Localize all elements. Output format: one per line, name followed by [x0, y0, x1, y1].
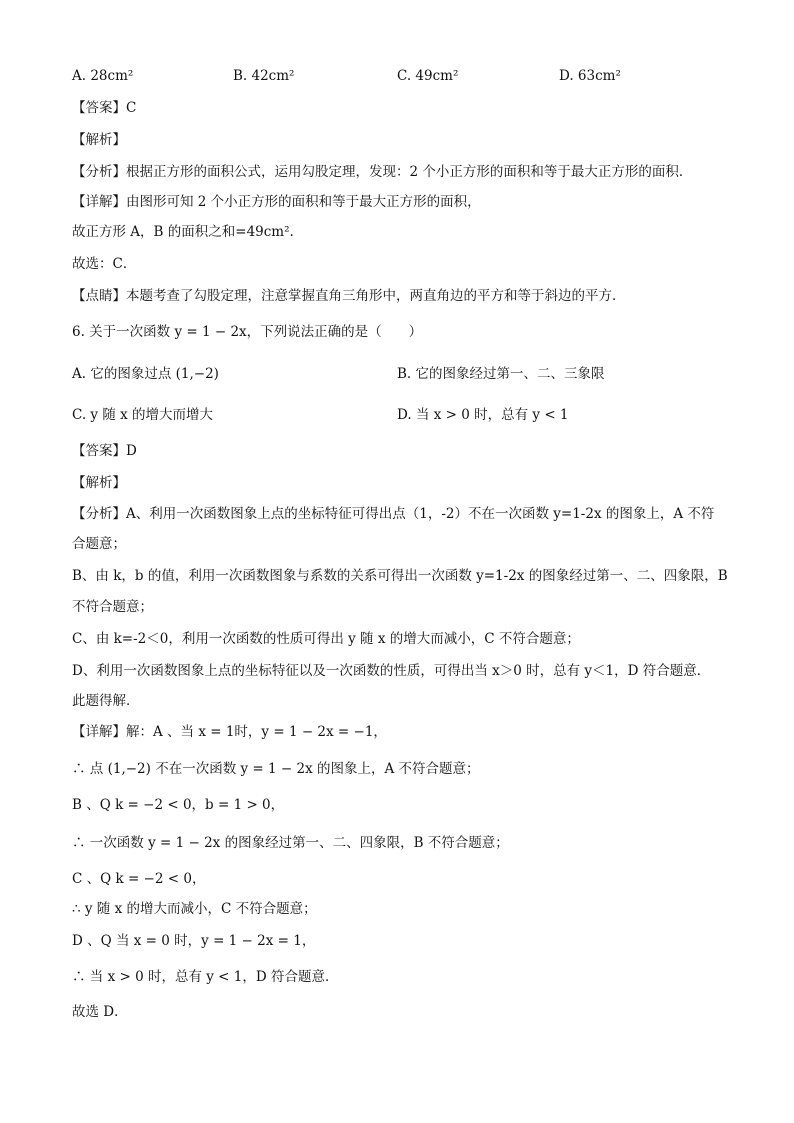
q5-analysis-heading: 【解析】 [72, 132, 126, 148]
q6-answer: 【答案】D [72, 443, 137, 459]
q6-conclusion: 故选 D． [72, 1004, 128, 1020]
q6-analysis-line-3: B、由 k，b 的值，利用一次函数图象与系数的关系可得出一次函数 y=1-2x 的图象经过第一、二、四象限，B [72, 568, 728, 584]
q6-analysis-line-6: D、利用一次函数图象上点的坐标特征以及一次函数的性质，可得出当 x＞0 时，总有 y＜1，D 符合题意． [72, 663, 711, 679]
q6-analysis-line-7: 此题得解． [72, 693, 140, 709]
q6-option-c: C. y 随 x 的增大而增大 [72, 407, 214, 423]
q5-option-d: D. 63cm² [559, 68, 621, 84]
q6-analysis-line-4: 不符合题意； [72, 599, 153, 615]
q6-detail-line-6: ∴ y 随 x 的增大而减小，C 不符合题意； [72, 901, 317, 917]
q6-analysis-line-5: C、由 k=-2＜0，利用一次函数的性质可得出 y 随 x 的增大而减小，C 不符合题意； [72, 631, 580, 647]
q6-detail-line-8: ∴ 当 x > 0 时，总有 y < 1，D 符合题意． [72, 969, 339, 985]
q5-detail-text: 【详解】由图形可知 2 个小正方形的面积和等于最大正方形的面积， [72, 194, 481, 210]
q5-option-b: B. 42cm² [233, 68, 295, 84]
q5-option-c: C. 49cm² [397, 68, 459, 84]
q6-analysis-line-2: 合题意； [72, 536, 126, 552]
q6-option-d: D. 当 x > 0 时，总有 y < 1 [397, 407, 569, 423]
q5-option-a: A. 28cm² [72, 68, 134, 84]
q6-detail-line-1: 【详解】解：A 、当 x = 1时，y = 1 − 2x = −1， [72, 724, 387, 740]
q6-option-a: A. 它的图象过点 (1,−2) [72, 366, 219, 382]
q6-option-b: B. 它的图象经过第一、二、三象限 [397, 366, 605, 382]
q5-conclusion: 故选：C． [72, 256, 137, 272]
q6-detail-line-7: D 、Q 当 x = 0 时，y = 1 − 2x = 1， [72, 933, 316, 949]
q6-detail-line-5: C 、Q k = −2 < 0， [72, 871, 206, 887]
q6-analysis-heading: 【解析】 [72, 475, 126, 491]
q6-detail-line-4: ∴ 一次函数 y = 1 − 2x 的图象经过第一、二、四象限，B 不符合题意； [72, 835, 509, 851]
q6-detail-line-2: ∴ 点 (1,−2) 不在一次函数 y = 1 − 2x 的图象上，A 不符合题意； [72, 761, 480, 777]
q5-key-point: 【点睛】本题考查了勾股定理，注意掌握直角三角形中，两直角边的平方和等于斜边的平方． [72, 288, 626, 304]
q5-answer: 【答案】C [72, 100, 137, 116]
q6-stem: 6. 关于一次函数 y = 1 − 2x，下列说法正确的是（ ） [72, 324, 423, 340]
q5-detail-step: 故正方形 A，B 的面积之和=49cm². [72, 224, 294, 240]
q6-detail-line-3: B 、Q k = −2 < 0，b = 1 > 0， [72, 797, 285, 813]
q5-analysis-text: 【分析】根据正方形的面积公式，运用勾股定理，发现：2 个小正方形的面积和等于最大正方形的面积． [72, 164, 693, 180]
q6-analysis-line-1: 【分析】A、利用一次函数图象上点的坐标特征可得出点（1，-2）不在一次函数 y=1-2x 的图象上，A 不符 [72, 506, 715, 522]
